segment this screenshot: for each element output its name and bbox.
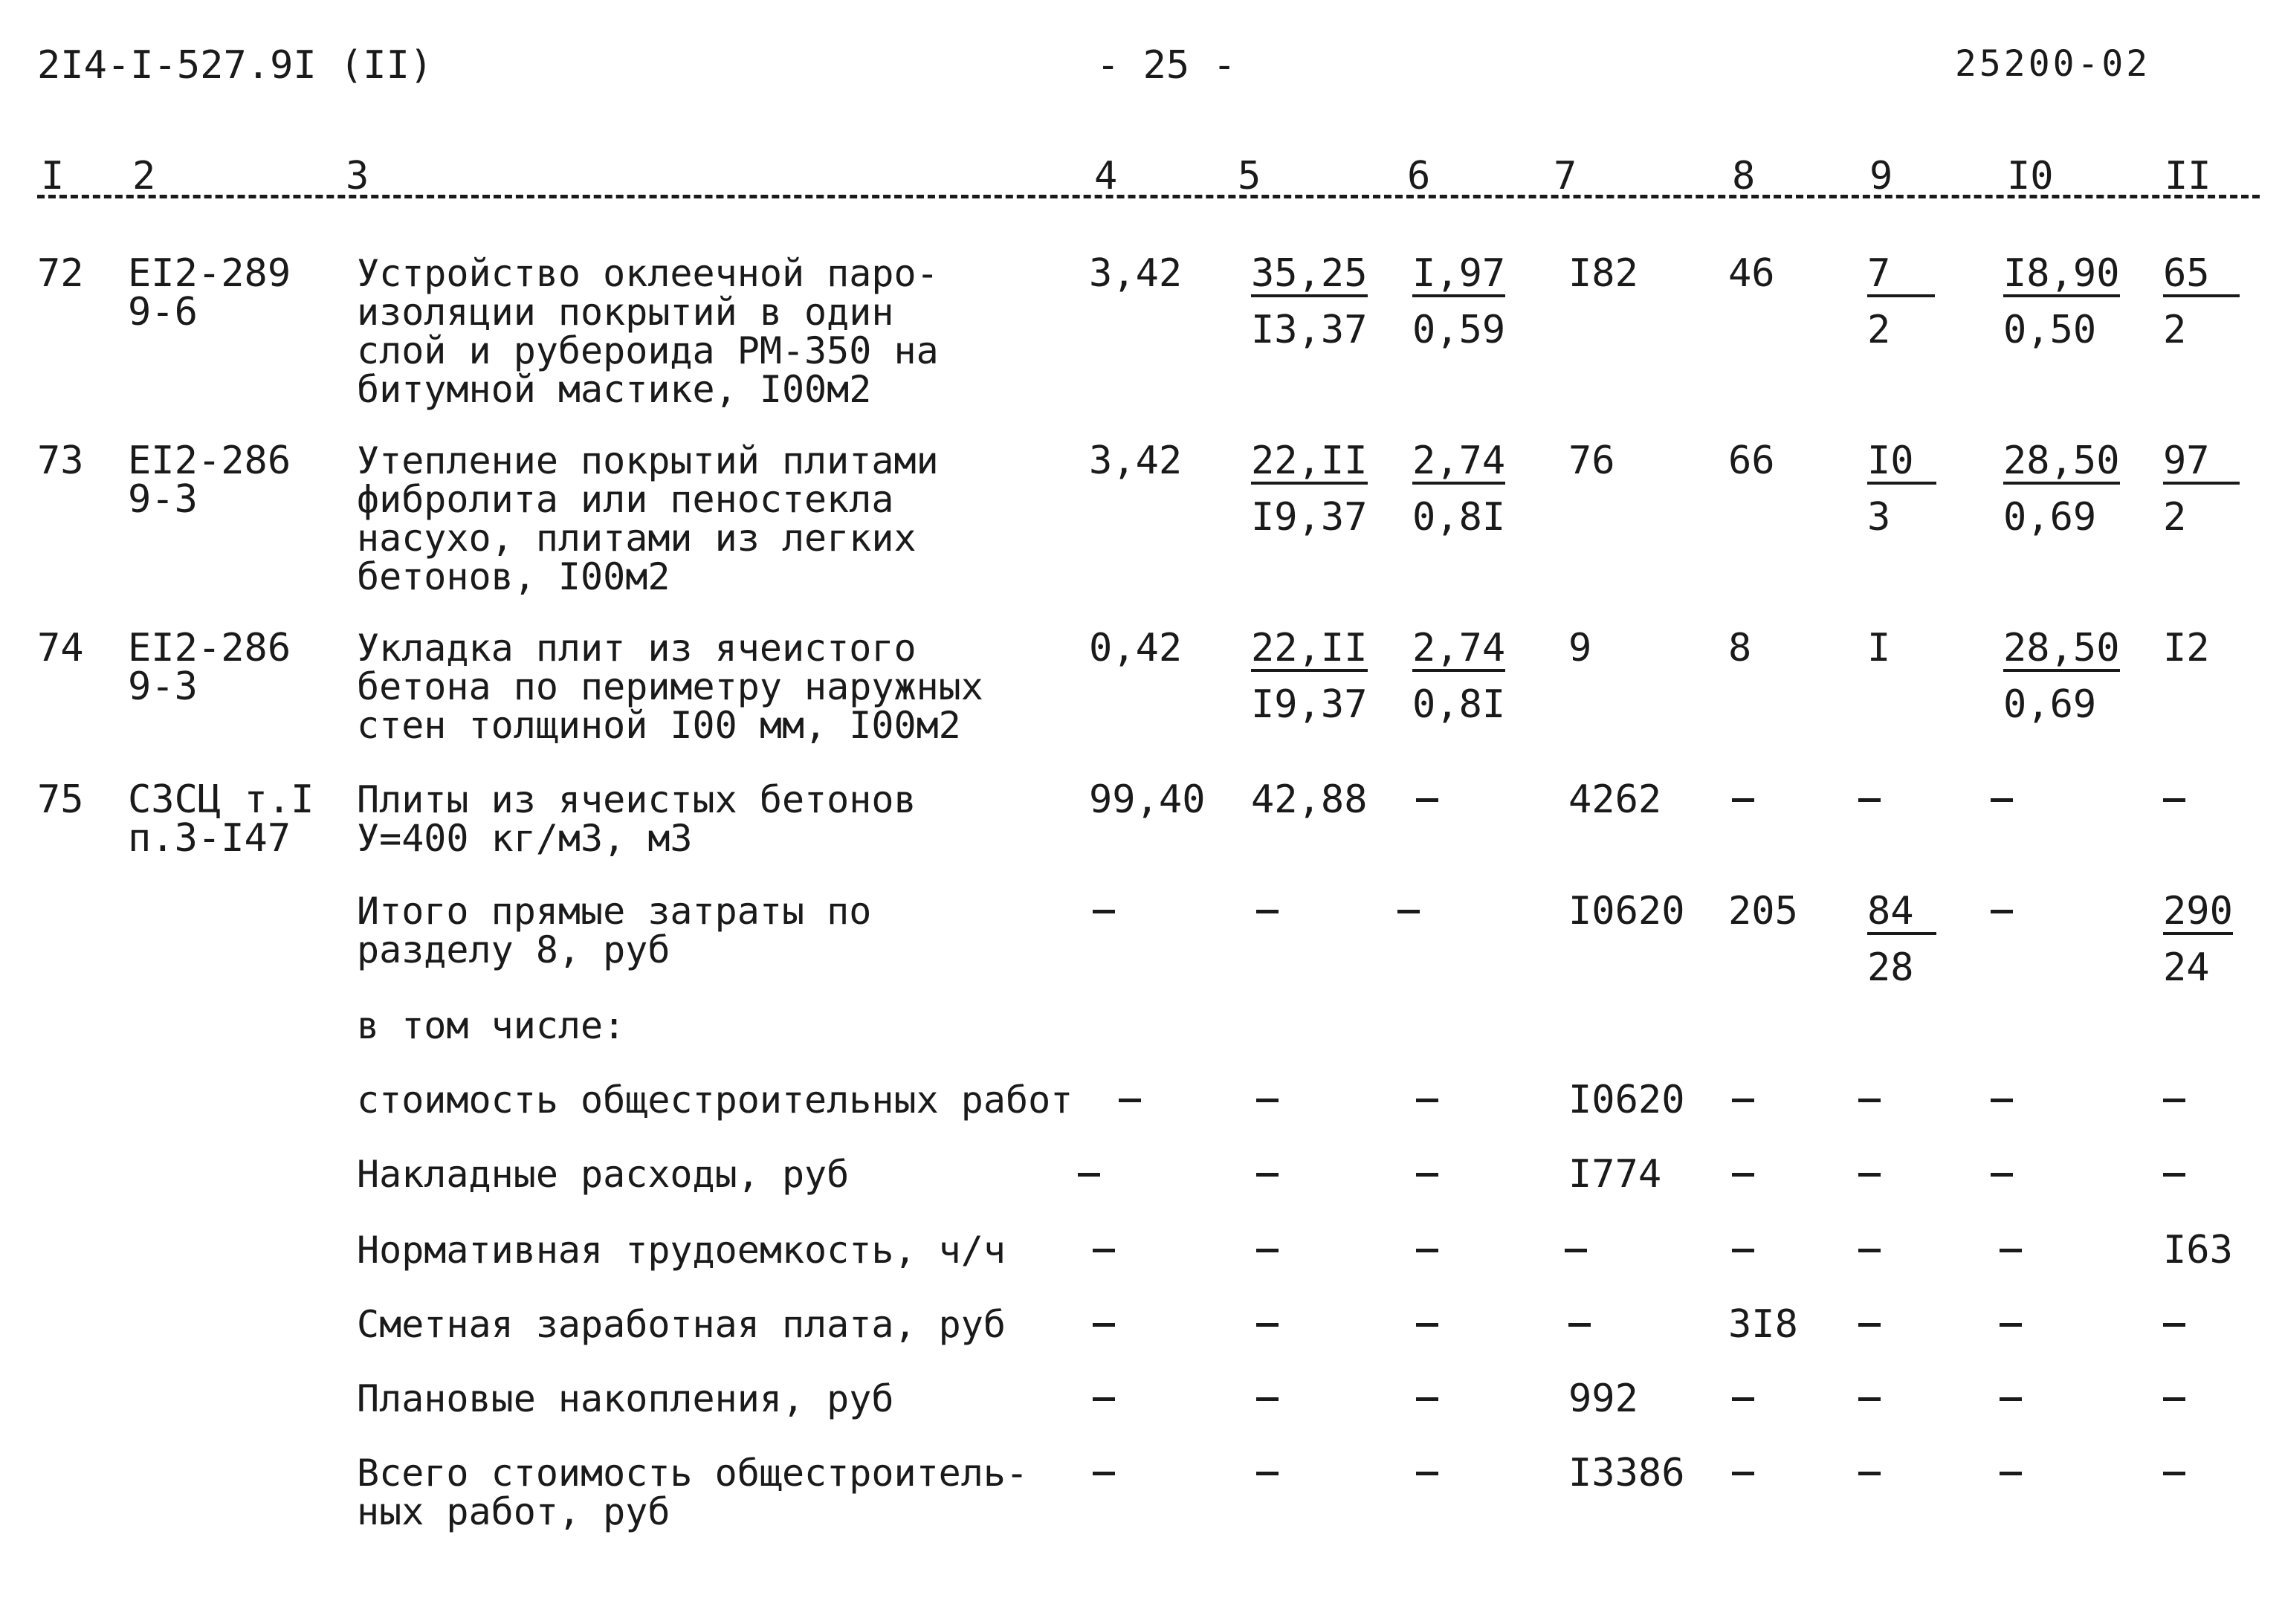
machine-cost: 2,74 xyxy=(1412,626,1506,670)
empty-cell-dash xyxy=(2000,1249,2022,1252)
empty-cell-dash xyxy=(1991,1173,2013,1177)
empty-cell-dash xyxy=(1256,1472,1279,1475)
empty-cell-dash xyxy=(1093,1249,1115,1252)
column-header-6: 6 xyxy=(1407,154,1431,198)
work-description: Утепление покрытий плитами фибролита или пеностекла насухо, плитами из легких бетонов, I00м2 xyxy=(357,439,939,598)
labor-unit: 28,50 xyxy=(2003,626,2120,670)
machine-wages: 0,8I xyxy=(1412,682,1506,727)
norm-code: EI2-286 xyxy=(128,439,291,483)
empty-cell-dash xyxy=(1991,798,2013,802)
empty-cell-dash xyxy=(1991,910,2013,913)
total-machines: 7 xyxy=(1867,254,1935,297)
page-number: - 25 - xyxy=(1096,43,1236,88)
empty-cell-dash xyxy=(1093,1397,1115,1401)
column-header-10: I0 xyxy=(2007,154,2054,198)
summary-label: стоимость общестроительных работ xyxy=(357,1078,1073,1122)
summary-label: Накладные расходы, руб xyxy=(357,1153,850,1196)
empty-cell-dash xyxy=(1119,1099,1141,1102)
total-cost: I0620 xyxy=(1568,889,1685,934)
empty-cell-dash xyxy=(1093,1472,1115,1475)
row-number: 72 xyxy=(37,251,84,296)
summary-label: Сметная заработная плата, руб xyxy=(357,1303,1006,1346)
empty-cell-dash xyxy=(1397,910,1420,913)
empty-cell-dash xyxy=(1732,1397,1754,1401)
empty-cell-dash xyxy=(1858,1323,1881,1327)
empty-cell-dash xyxy=(1416,1323,1438,1327)
empty-cell-dash xyxy=(1093,1323,1115,1327)
quantity: 3,42 xyxy=(1089,439,1183,483)
machine-cost: I,97 xyxy=(1412,251,1506,296)
summary-label: Всего стоимость общестроитель- ных работ, руб xyxy=(357,1452,1029,1533)
empty-cell-dash xyxy=(1858,1099,1881,1102)
album-code: 25200-02 xyxy=(1955,43,2151,85)
unit-cost-total: 22,II xyxy=(1251,439,1368,483)
row-number: 75 xyxy=(37,777,84,822)
total-cost: 9 xyxy=(1568,626,1592,670)
column-header-1: I xyxy=(41,154,65,198)
empty-cell-dash xyxy=(1078,1173,1100,1177)
empty-cell-dash xyxy=(1256,910,1279,913)
total-machines: I0 xyxy=(1867,441,1936,485)
norm-code: СЗСЦ т.I xyxy=(128,777,314,822)
work-description: Укладка плит из ячеистого бетона по периметру наружных стен толщиной I00 мм, I00м2 xyxy=(357,627,983,747)
column-header-2: 2 xyxy=(132,154,156,198)
empty-cell-dash xyxy=(1858,1173,1881,1177)
total-machine-wages: 2 xyxy=(1867,308,1891,352)
labor-total: I2 xyxy=(2163,626,2210,670)
total-cost: I0620 xyxy=(1568,1078,1685,1122)
machinist-labor-unit: 0,69 xyxy=(2003,682,2097,727)
total-machine-wages: 3 xyxy=(1867,495,1891,540)
unit-cost-total: 42,88 xyxy=(1251,777,1368,822)
empty-cell-dash xyxy=(2000,1397,2022,1401)
row-number: 73 xyxy=(37,439,84,483)
empty-cell-dash xyxy=(1858,1472,1881,1475)
machine-wages: 0,59 xyxy=(1412,308,1506,352)
empty-cell-dash xyxy=(1565,1249,1587,1252)
machinist-labor-total: 2 xyxy=(2163,495,2187,540)
empty-cell-dash xyxy=(1858,798,1881,802)
empty-cell-dash xyxy=(1858,1249,1881,1252)
empty-cell-dash xyxy=(1416,1472,1438,1475)
total-machines: I xyxy=(1867,626,1891,670)
empty-cell-dash xyxy=(1732,1099,1754,1102)
machinist-labor-total: 2 xyxy=(2163,308,2187,352)
labor-unit: 28,50 xyxy=(2003,439,2120,483)
empty-cell-dash xyxy=(1416,1249,1438,1252)
total-cost: I3386 xyxy=(1568,1451,1685,1495)
machinist-labor-unit: 0,50 xyxy=(2003,308,2097,352)
total-wages: 8 xyxy=(1728,626,1752,670)
total-cost: 4262 xyxy=(1568,777,1662,822)
column-header-5: 5 xyxy=(1238,154,1261,198)
document-code: 2I4-I-527.9I (II) xyxy=(37,43,433,88)
empty-cell-dash xyxy=(2163,1099,2185,1102)
norm-code: EI2-286 xyxy=(128,626,291,670)
empty-cell-dash xyxy=(2000,1472,2022,1475)
quantity: 0,42 xyxy=(1089,626,1183,670)
norm-subcode: 9-3 xyxy=(128,477,198,522)
row-number: 74 xyxy=(37,626,84,670)
work-description: Устройство оклеечной паро- изоляции покрытий в один слой и рубероида РМ-350 на битумной мастике, I00м2 xyxy=(357,252,939,411)
unit-cost-total: 35,25 xyxy=(1251,251,1368,296)
unit-cost-wages: I3,37 xyxy=(1251,308,1368,352)
total-cost: I82 xyxy=(1568,251,1638,296)
summary-label: Итого прямые затраты по разделу 8, руб xyxy=(357,890,872,971)
labor-total: 290 xyxy=(2163,889,2233,934)
empty-cell-dash xyxy=(2163,1323,2185,1327)
total-cost: I774 xyxy=(1568,1152,1662,1197)
summary-label: Нормативная трудоемкость, ч/ч xyxy=(357,1229,1006,1272)
labor-total: 97 xyxy=(2163,441,2240,485)
empty-cell-dash xyxy=(2163,1472,2185,1475)
machinist-labor-total: 24 xyxy=(2163,945,2210,990)
total-cost: 76 xyxy=(1568,439,1615,483)
column-header-4: 4 xyxy=(1094,154,1118,198)
including-label: в том числе: xyxy=(357,1004,626,1047)
empty-cell-dash xyxy=(1416,1397,1438,1401)
empty-cell-dash xyxy=(1732,798,1754,802)
machinist-labor-unit: 0,69 xyxy=(2003,495,2097,540)
empty-cell-dash xyxy=(1416,1099,1438,1102)
labor-total: 65 xyxy=(2163,254,2240,297)
quantity: 3,42 xyxy=(1089,251,1183,296)
empty-cell-dash xyxy=(2163,798,2185,802)
empty-cell-dash xyxy=(2163,1173,2185,1177)
column-header-11: II xyxy=(2165,154,2211,198)
empty-cell-dash xyxy=(1256,1397,1279,1401)
quantity: 99,40 xyxy=(1089,777,1206,822)
norm-subcode: 9-3 xyxy=(128,664,198,709)
empty-cell-dash xyxy=(1732,1173,1754,1177)
column-header-9: 9 xyxy=(1869,154,1893,198)
unit-cost-total: 22,II xyxy=(1251,626,1368,670)
total-wages: 66 xyxy=(1728,439,1775,483)
empty-cell-dash xyxy=(1858,1397,1881,1401)
unit-cost-wages: I9,37 xyxy=(1251,495,1368,540)
empty-cell-dash xyxy=(1732,1472,1754,1475)
norm-code: EI2-289 xyxy=(128,251,291,296)
total-cost: 992 xyxy=(1568,1376,1638,1421)
machine-cost: 2,74 xyxy=(1412,439,1506,483)
empty-cell-dash xyxy=(1568,1323,1591,1327)
empty-cell-dash xyxy=(1732,1249,1754,1252)
norm-subcode: п.3-I47 xyxy=(128,816,291,861)
summary-label: Плановые накопления, руб xyxy=(357,1377,894,1420)
empty-cell-dash xyxy=(1991,1099,2013,1102)
total-wages: 205 xyxy=(1728,889,1798,934)
empty-cell-dash xyxy=(1256,1173,1279,1177)
column-header-7: 7 xyxy=(1554,154,1577,198)
empty-cell-dash xyxy=(1416,798,1438,802)
unit-cost-wages: I9,37 xyxy=(1251,682,1368,727)
column-header-3: 3 xyxy=(346,154,369,198)
header-dashed-rule xyxy=(37,195,2260,198)
work-description: Плиты из ячеистых бетонов У=400 кг/м3, м3 xyxy=(357,778,917,860)
empty-cell-dash xyxy=(1416,1173,1438,1177)
total-wages: 46 xyxy=(1728,251,1775,296)
machine-wages: 0,8I xyxy=(1412,495,1506,540)
norm-subcode: 9-6 xyxy=(128,290,198,334)
labor-unit: I8,90 xyxy=(2003,251,2120,296)
total-machine-wages: 28 xyxy=(1867,945,1914,990)
column-header-8: 8 xyxy=(1732,154,1756,198)
empty-cell-dash xyxy=(1093,910,1115,913)
empty-cell-dash xyxy=(1256,1323,1279,1327)
empty-cell-dash xyxy=(2000,1323,2022,1327)
total-wages: 3I8 xyxy=(1728,1302,1798,1347)
labor-total: I63 xyxy=(2163,1228,2233,1272)
empty-cell-dash xyxy=(1256,1249,1279,1252)
total-machines: 84 xyxy=(1867,892,1936,935)
empty-cell-dash xyxy=(2163,1397,2185,1401)
empty-cell-dash xyxy=(1256,1099,1279,1102)
